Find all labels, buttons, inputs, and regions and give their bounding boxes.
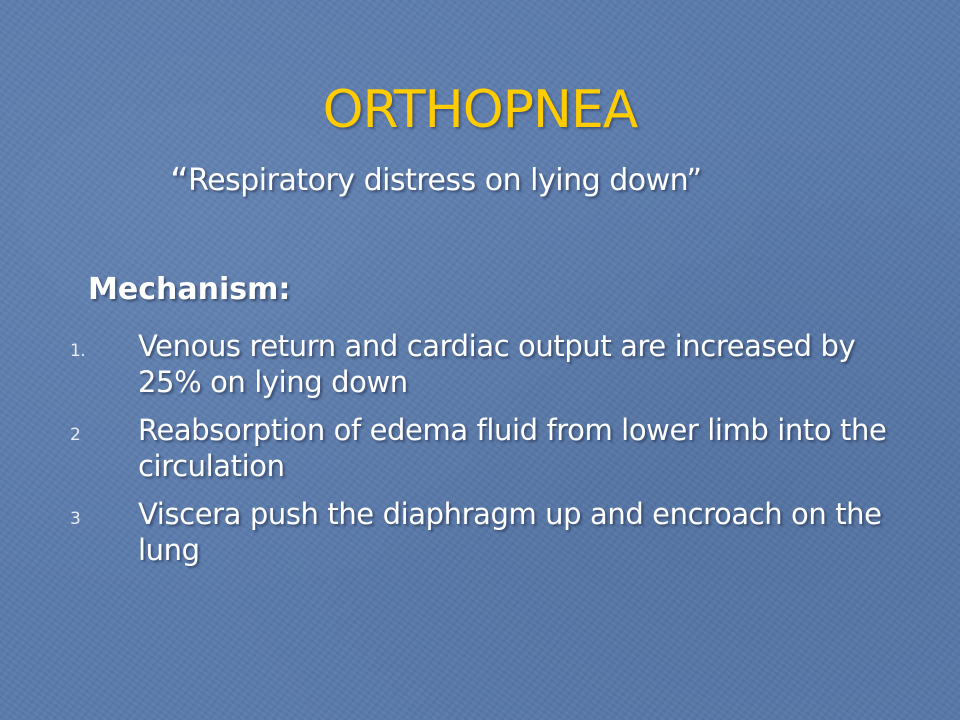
list-item-number: 3 [70,509,81,529]
list-item-number: 2 [70,425,81,445]
list-item-text: Viscera push the diaphragm up and encroach on the lung [138,497,882,567]
list-item [70,328,910,400]
slide-title: ORTHOPNEA [322,80,638,140]
list-item-number: 1. [70,341,86,361]
subtitle-open-quote: “ [170,161,189,202]
list-item [70,496,910,568]
subtitle-text: Respiratory distress on lying down” [188,163,702,198]
mechanism-heading: Mechanism: [88,272,291,307]
list-item [70,412,910,484]
list-item-text: Venous return and cardiac output are increased by 25% on lying down [138,329,856,399]
list-item-text: Reabsorption of edema fluid from lower limb into the circulation [138,413,887,483]
mechanism-list [70,328,910,580]
slide-subtitle [170,158,810,202]
